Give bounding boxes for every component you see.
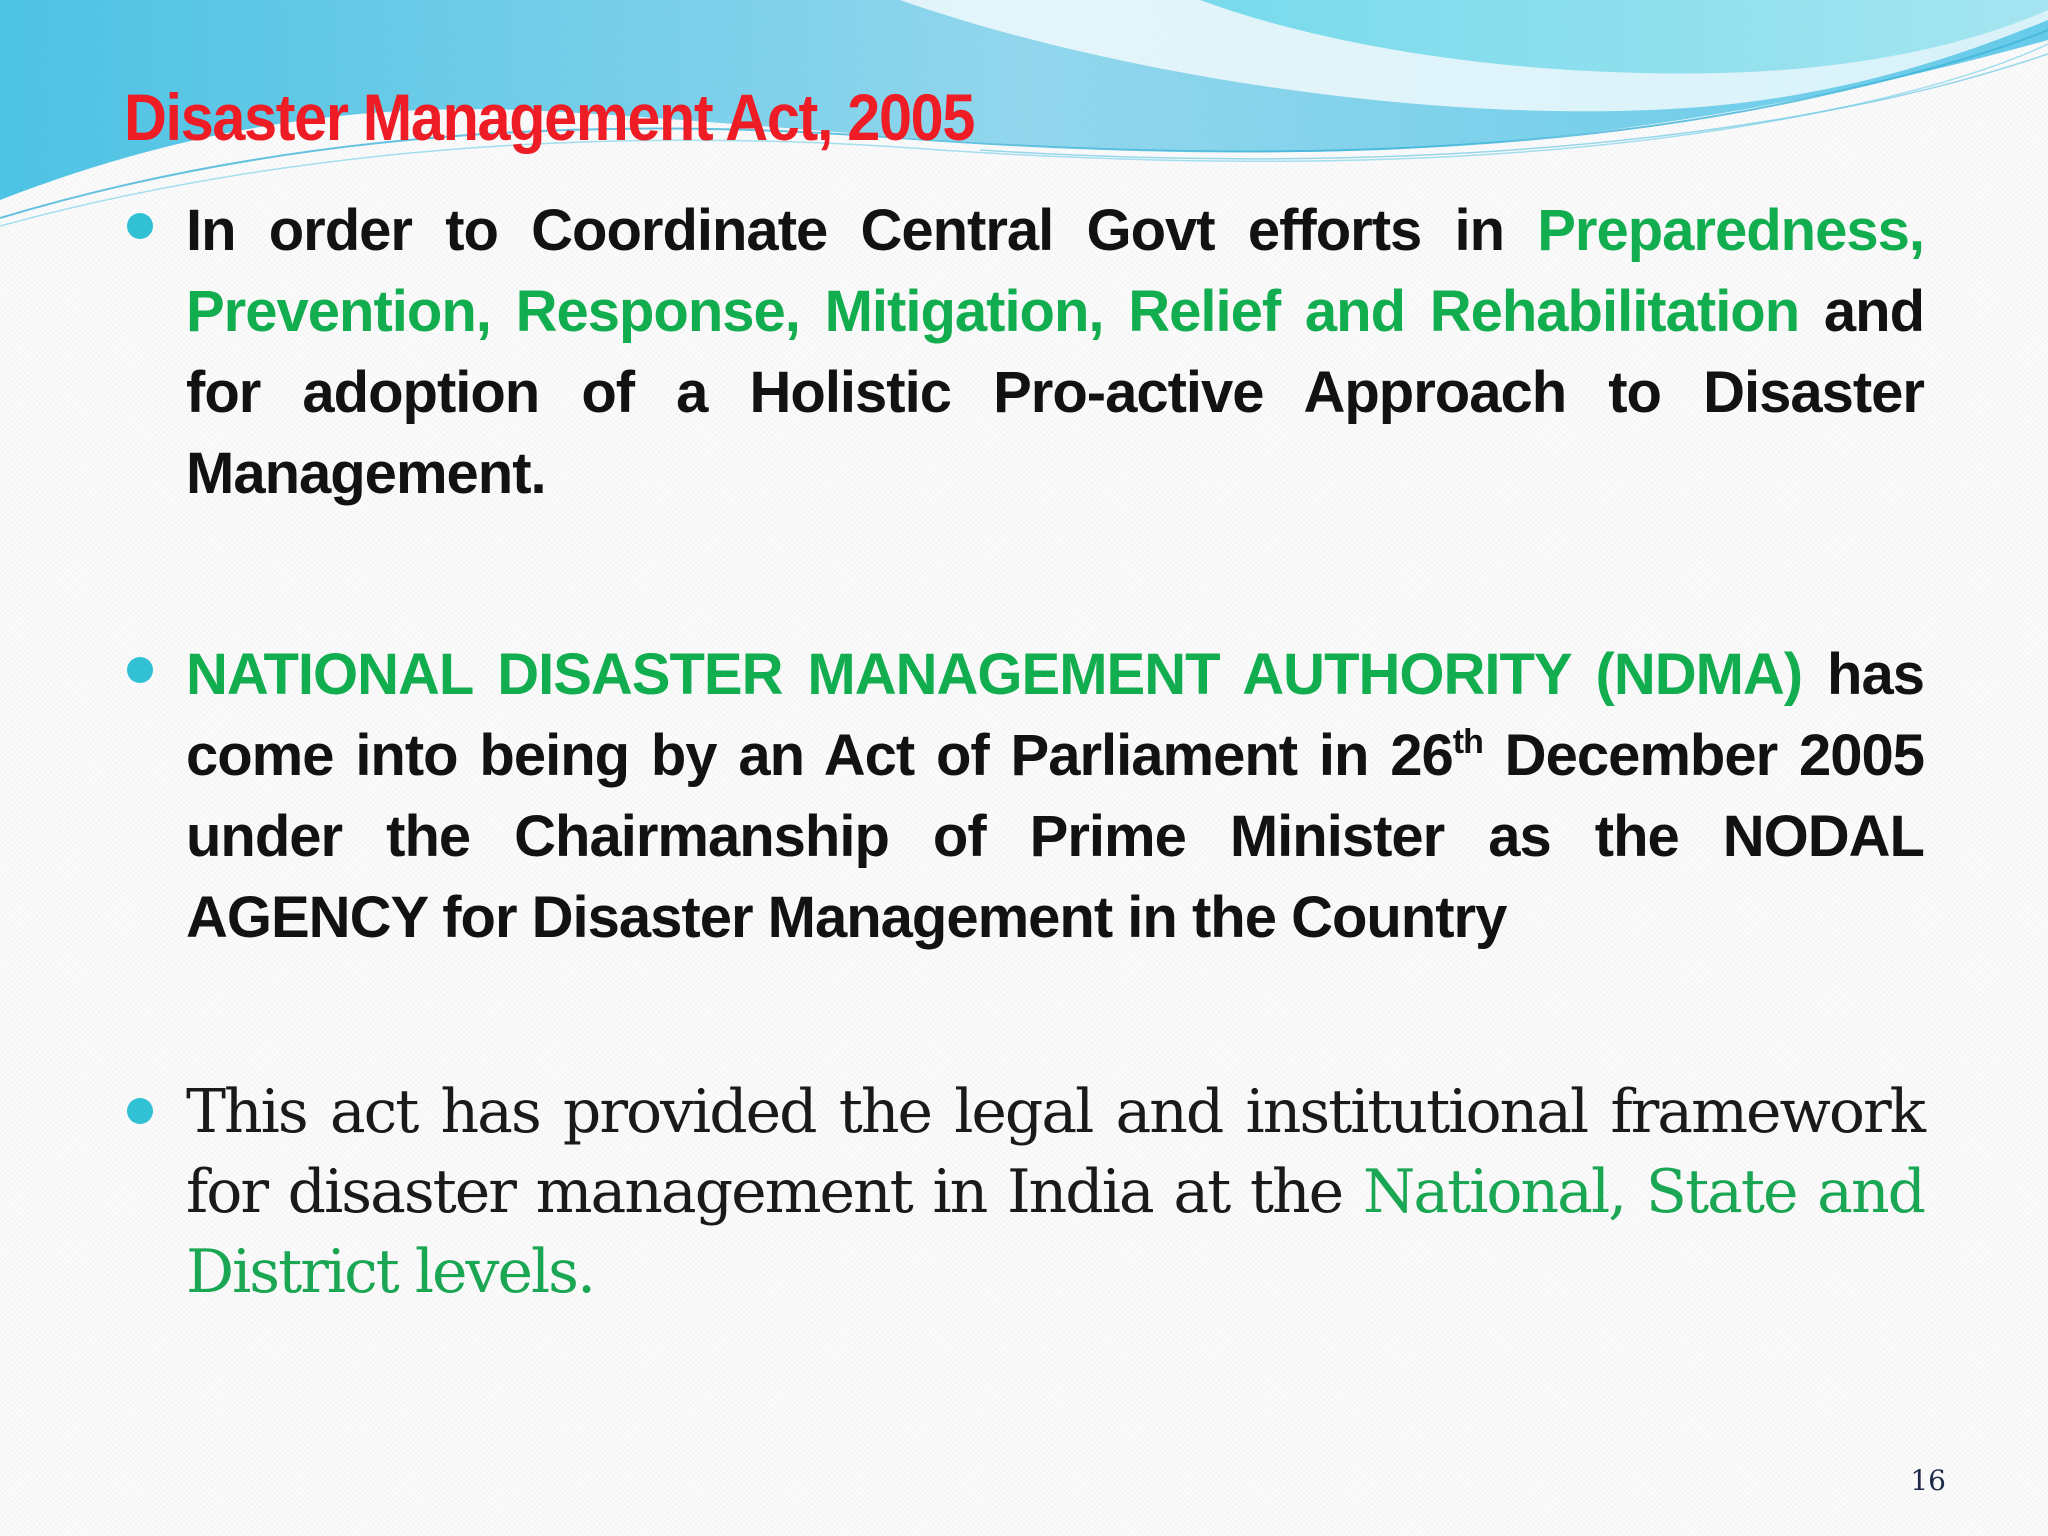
page-number: 16 xyxy=(1910,1464,1946,1497)
bullet-1-highlight: Preparedness, Prevention, Response, Mitigation, Relief and Rehabilitation xyxy=(186,198,1924,344)
circle-bullet-icon xyxy=(127,657,153,683)
bullet-paragraph-1 xyxy=(186,190,1924,514)
bullet-1-text-end: and for adoption of a Holistic Pro-active Approach to Disaster Management. xyxy=(186,279,1924,506)
bullet-1-text: In order to Coordinate Central Govt efforts in xyxy=(186,198,1538,263)
bullet-2-text: has come into being by an Act of Parliament in 26 xyxy=(186,642,1924,788)
bullet-3-highlight: National, State and District levels. xyxy=(186,1157,1924,1307)
bullet-2-text-end: December 2005 under the Chairmanship of Prime Minister as the NODAL AGENCY for Disaster Management in the Country xyxy=(186,723,1925,950)
slide-title: Disaster Management Act, 2005 xyxy=(124,80,975,154)
bullet-paragraph-3 xyxy=(186,1072,1924,1312)
bullet-2-highlight: NATIONAL DISASTER MANAGEMENT AUTHORITY (NDMA) xyxy=(186,642,1803,707)
ordinal-suffix: th xyxy=(1452,723,1483,761)
bullet-paragraph-2 xyxy=(186,634,1924,958)
bullet-3-text: This act has provided the legal and institutional framework for disaster management in India at the xyxy=(186,1077,1924,1227)
circle-bullet-icon xyxy=(127,213,153,239)
circle-bullet-icon xyxy=(127,1098,153,1124)
